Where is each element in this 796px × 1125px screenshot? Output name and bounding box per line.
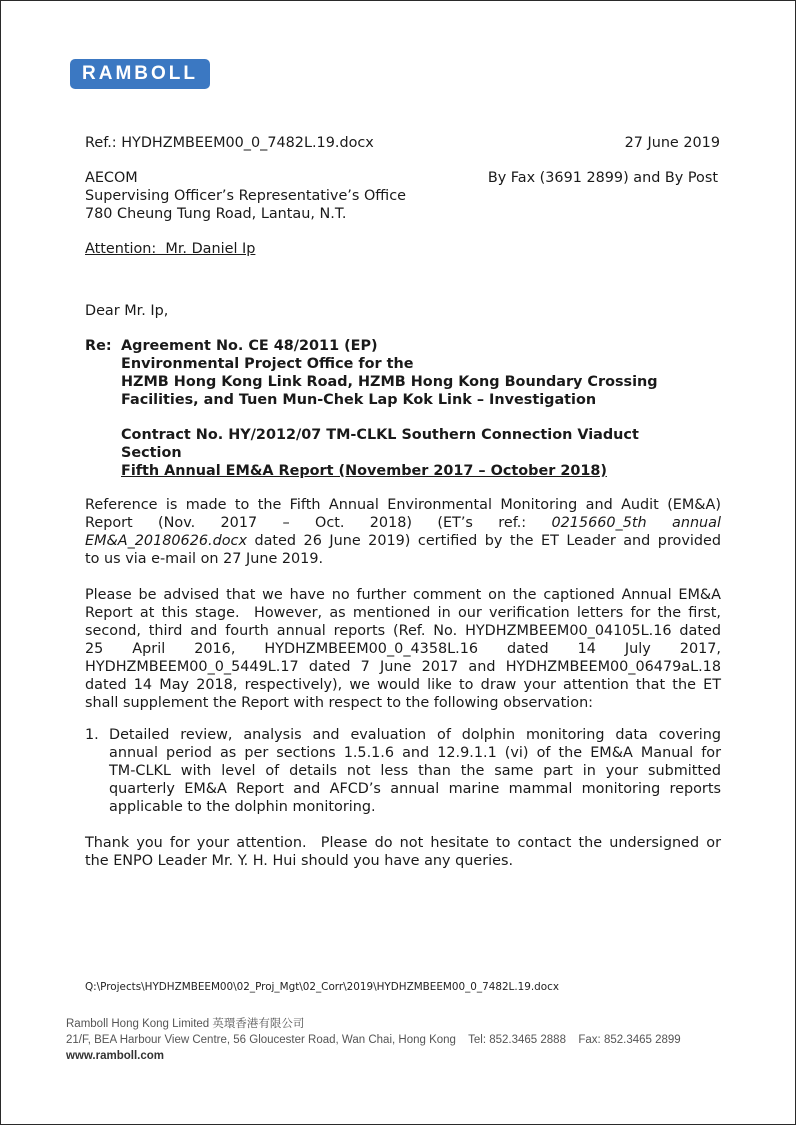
list-item-number: 1. xyxy=(85,727,99,743)
ramboll-logo: RAMBOLL xyxy=(70,59,210,89)
subject-project-2: Facilities, and Tuen Mun-Chek Lap Kok Link – Investigation xyxy=(121,392,597,408)
footer-company: Ramboll Hong Kong Limited 英環香港有限公司 xyxy=(66,1018,305,1030)
letter-date: 27 June 2019 xyxy=(624,135,720,151)
recipient-office: Supervising Officer’s Representative’s Office xyxy=(85,188,406,204)
paragraph-closing: Thank you for your attention. Please do not hesitate to contact the undersigned or the ENPO Leader Mr. Y. H. Hui should you have any queries. xyxy=(85,835,721,869)
recipient-address: 780 Cheung Tung Road, Lantau, N.T. xyxy=(85,206,347,222)
footer-address: 21/F, BEA Harbour View Centre, 56 Gloucester Road, Wan Chai, Hong Kong xyxy=(66,1034,456,1046)
salutation: Dear Mr. Ip, xyxy=(85,303,169,319)
footer-tel: Tel: 852.3465 2888 xyxy=(468,1034,566,1046)
subject-section: Section xyxy=(121,445,182,461)
recipient-company: AECOM xyxy=(85,170,138,186)
reference-number: Ref.: HYDHZMBEEM00_0_7482L.19.docx xyxy=(85,135,374,151)
subject-label: Re: xyxy=(85,338,112,354)
footer-website: www.ramboll.com xyxy=(66,1050,164,1062)
file-path: Q:\Projects\HYDHZMBEEM00\02_Proj_Mgt\02_Corr\2019\HYDHZMBEEM00_0_7482L.19.docx xyxy=(85,981,559,993)
paragraph-reference: Reference is made to the Fifth Annual Environmental Monitoring and Audit (EM&A) Report (Nov. 2017 – Oct. 2018) (ET’s ref.: 0215660_5th annual EM&A_20180626.docx dated 26 June 2019) certified by the ET Leader and provided to us via e-mail on 27 June 2019. xyxy=(85,497,721,567)
paragraph-advice: Please be advised that we have no further comment on the captioned Annual EM&A Report at this stage. However, as mentioned in our verification letters for the first, second, third and fourth annual reports (Ref. No. HYDHZMBEEM00_04105L.16 dated 25 April 2016, HYDHZMBEEM00_0_4358L.16 dated 14 July 2017, HYDHZMBEEM00_0_5449L.17 dated 7 June 2017 and HYDHZMBEEM00_06479aL.18 dated 14 May 2018, respectively), we would like to draw your attention that the ET shall supplement the Report with respect to the following observation: xyxy=(85,587,721,711)
list-item-observation: Detailed review, analysis and evaluation of dolphin monitoring data covering annual period as per sections 1.5.1.6 and 12.9.1.1 (vi) of the EM&A Manual for TM-CLKL with level of details not less than the same part in your submitted quarterly EM&A Report and AFCD’s annual marine mammal monitoring reports applicable to the dolphin monitoring. xyxy=(109,727,721,815)
subject-contract: Contract No. HY/2012/07 TM-CLKL Southern Connection Viaduct xyxy=(121,427,639,443)
footer-fax: Fax: 852.3465 2899 xyxy=(578,1034,681,1046)
delivery-method: By Fax (3691 2899) and By Post xyxy=(487,170,718,186)
footer-address-line xyxy=(66,1032,681,1048)
subject-office: Environmental Project Office for the xyxy=(121,356,414,372)
subject-report-title: Fifth Annual EM&A Report (November 2017 – October 2018) xyxy=(121,463,607,479)
attention-line: Attention: Mr. Daniel Ip xyxy=(85,241,256,257)
subject-agreement: Agreement No. CE 48/2011 (EP) xyxy=(121,338,378,354)
subject-project-1: HZMB Hong Kong Link Road, HZMB Hong Kong Boundary Crossing xyxy=(121,374,658,390)
